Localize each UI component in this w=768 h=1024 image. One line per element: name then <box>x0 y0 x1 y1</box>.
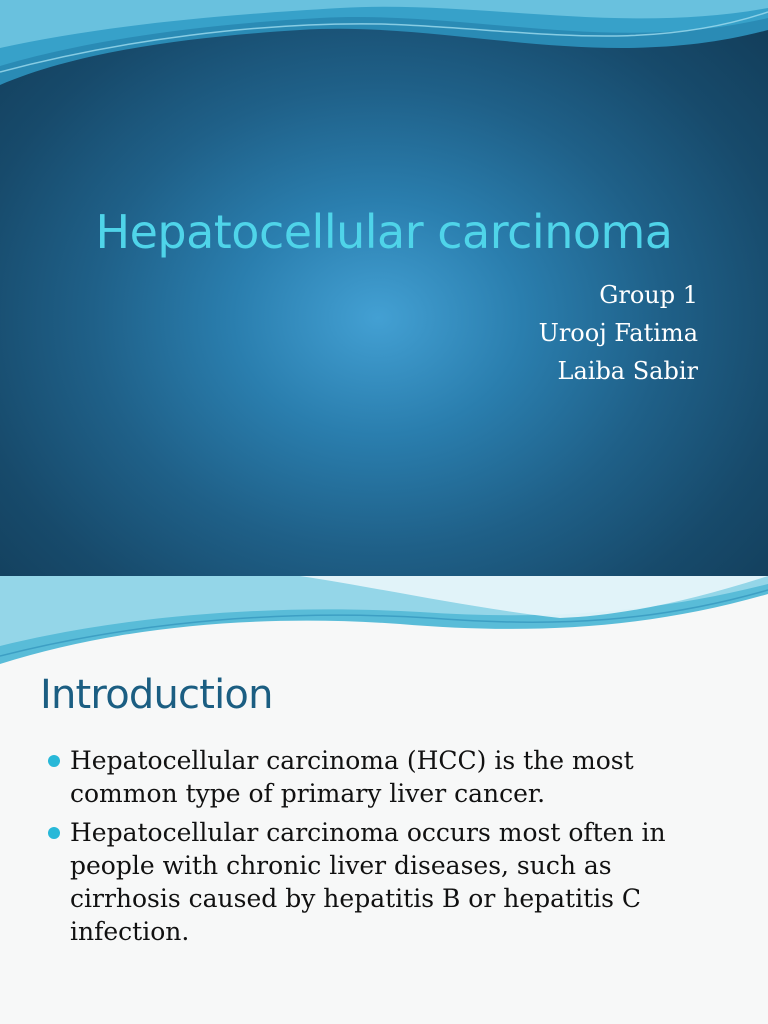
subtitle-line: Urooj Fatima <box>538 319 698 347</box>
list-item <box>48 744 728 810</box>
bullet-list <box>48 744 728 954</box>
wave-decoration <box>0 0 768 110</box>
bullet-icon <box>48 827 60 839</box>
content-slide <box>0 576 768 1024</box>
bullet-icon <box>48 755 60 767</box>
subtitle-line: Laiba Sabir <box>557 357 698 385</box>
bullet-text: Hepatocellular carcinoma (HCC) is the most common type of primary liver cancer. <box>70 746 634 808</box>
wave-decoration <box>0 576 768 666</box>
subtitle-line: Group 1 <box>599 281 698 309</box>
slide-heading: Introduction <box>40 672 273 718</box>
slide-subtitle <box>539 276 698 390</box>
bullet-text: Hepatocellular carcinoma occurs most often in people with chronic liver diseases, such as cirrhosis caused by hepatitis B or hepatitis C infection. <box>70 818 666 946</box>
slide-title: Hepatocellular carcinoma <box>95 205 673 259</box>
list-item <box>48 816 728 948</box>
